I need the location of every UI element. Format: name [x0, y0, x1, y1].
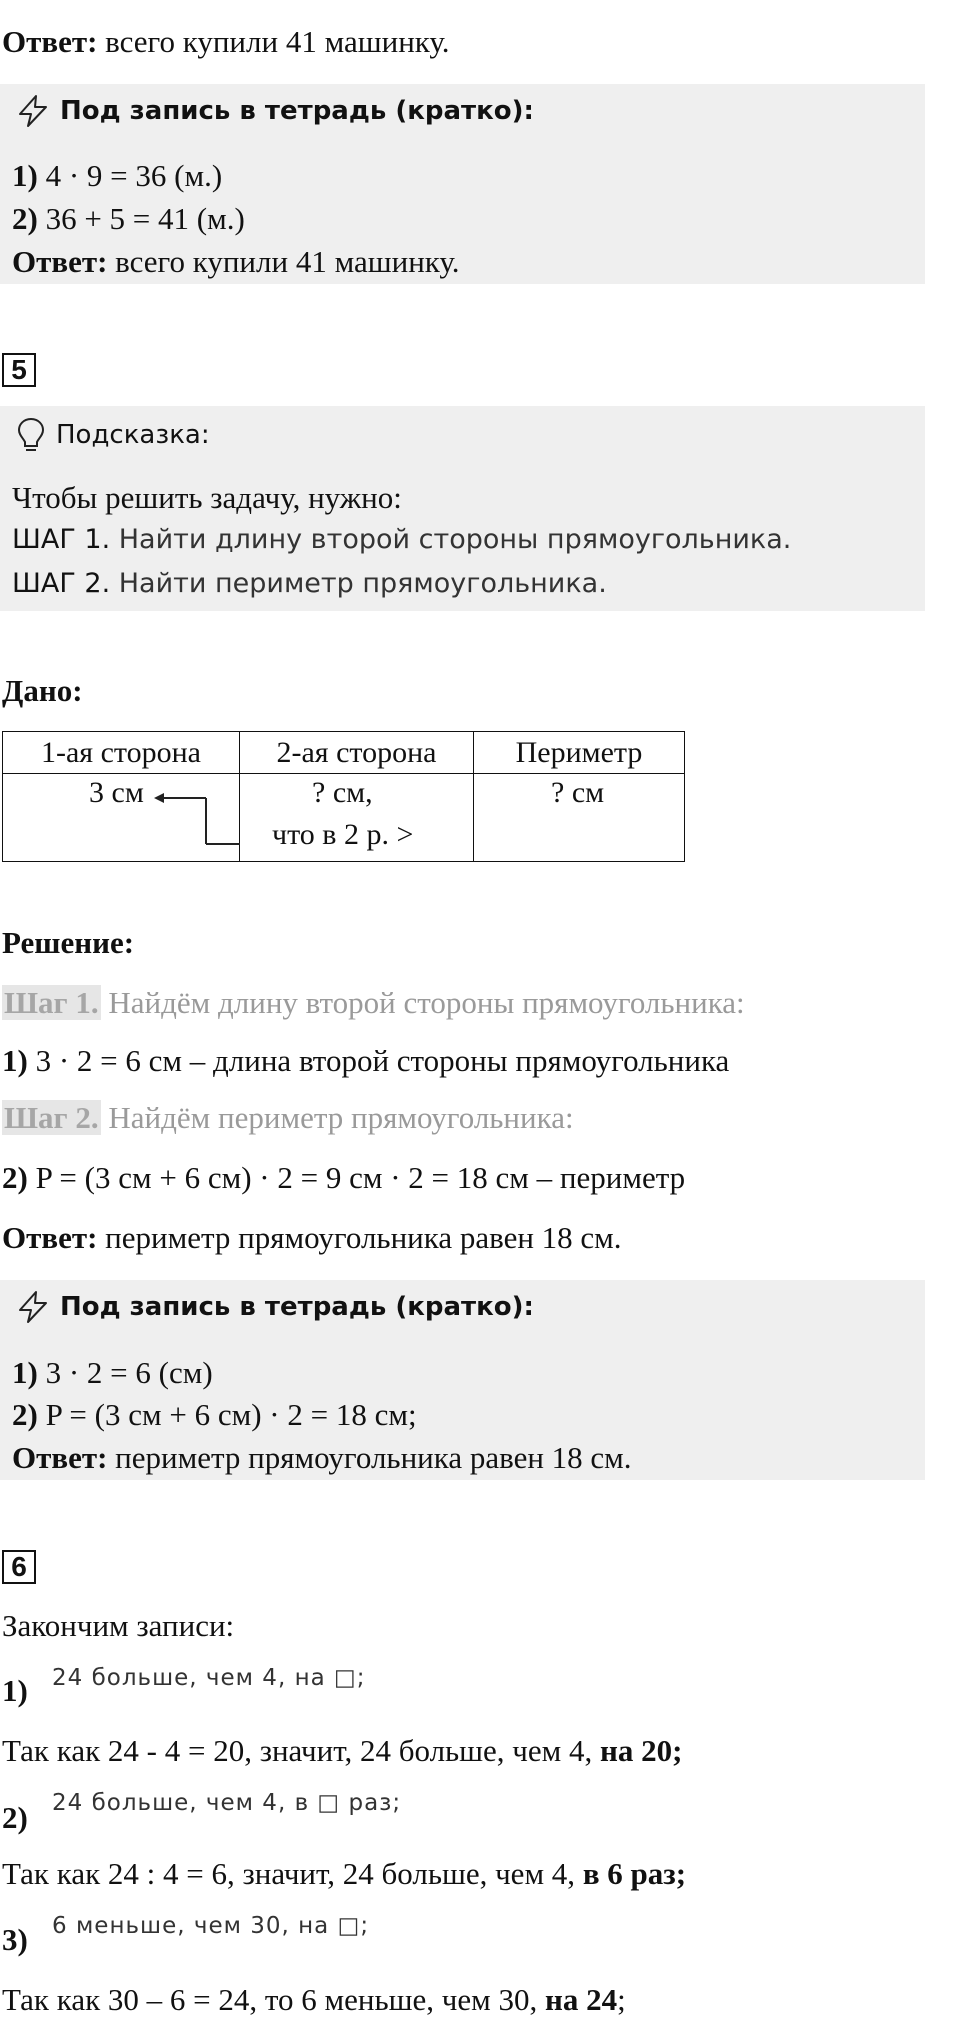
- box-title: Под запись в тетрадь (кратко):: [16, 1290, 534, 1324]
- step-1-calc: 1) 3 · 2 = 6 см – длина второй стороны прямоугольника: [2, 1043, 730, 1078]
- task6-intro: Закончим записи:: [2, 1608, 235, 1643]
- box-line-2: 2) P = (3 см + 6 см) · 2 = 18 см;: [12, 1397, 417, 1432]
- task5-answer: Ответ: периметр прямоугольника равен 18 см.: [2, 1220, 622, 1255]
- header-side-1: 1-ая сторона: [3, 732, 240, 774]
- item-2-solution: Так как 24 : 4 = 6, значит, 24 больше, чем 4, в 6 раз;: [2, 1856, 687, 1891]
- cell-perimeter: ? см: [474, 774, 685, 862]
- solution-label: Решение:: [2, 925, 135, 960]
- item-3-expression: 6 меньше, чем 30, на □;: [52, 1913, 370, 1939]
- given-table: [2, 731, 685, 862]
- box-answer: Ответ: периметр прямоугольника равен 18 см.: [12, 1440, 632, 1475]
- header-perimeter: Периметр: [474, 732, 685, 774]
- notebook-box: [0, 84, 925, 284]
- box-line-1: 1) 4 · 9 = 36 (м.): [12, 158, 223, 193]
- item-3-num: 3): [2, 1922, 28, 1957]
- notebook-box-2: [0, 1280, 925, 1480]
- box-line-2: 2) 36 + 5 = 41 (м.): [12, 201, 245, 236]
- relation-arrow: [150, 785, 270, 855]
- box-line-1: 1) 3 · 2 = 6 (см): [12, 1355, 213, 1390]
- box-title: Под запись в тетрадь (кратко):: [16, 94, 534, 128]
- hint-box: [0, 406, 925, 611]
- item-1-num: 1): [2, 1673, 28, 1708]
- header-side-2: 2-ая сторона: [240, 732, 474, 774]
- task-number-6: 6: [2, 1550, 36, 1584]
- task-number-5: 5: [2, 353, 36, 387]
- lightning-icon: [16, 94, 50, 128]
- item-1-expression: 24 больше, чем 4, на □;: [52, 1665, 366, 1691]
- lightbulb-icon: [16, 416, 46, 454]
- item-2-num: 2): [2, 1800, 28, 1835]
- item-2-expression: 24 больше, чем 4, в □ раз;: [52, 1790, 402, 1816]
- item-3-solution: Так как 30 – 6 = 24, то 6 меньше, чем 30, на 24;: [2, 1982, 626, 2017]
- step-2-heading: Шаг 2. Найдём периметр прямоугольника:: [4, 1100, 574, 1135]
- answer-text: всего купили 41 машинку.: [97, 24, 450, 59]
- lightning-icon: [16, 1290, 50, 1324]
- hint-step-1: ШАГ 1. Найти длину второй стороны прямоугольника.: [12, 524, 792, 555]
- hint-intro: Чтобы решить задачу, нужно:: [12, 480, 402, 515]
- step-1-heading: Шаг 1. Найдём длину второй стороны прямоугольника:: [4, 985, 745, 1020]
- hint-title: Подсказка:: [16, 416, 210, 454]
- top-answer: [2, 24, 450, 60]
- cell-side-1: 3 см: [3, 774, 240, 862]
- hint-step-2: ШАГ 2. Найти периметр прямоугольника.: [12, 568, 607, 599]
- answer-label: Ответ:: [2, 24, 98, 59]
- cell-side-2: ? см, что в 2 р. >: [240, 774, 474, 862]
- box-answer: Ответ: всего купили 41 машинку.: [12, 244, 460, 279]
- step-2-calc: 2) P = (3 см + 6 см) · 2 = 9 см · 2 = 18 см – периметр: [2, 1160, 686, 1195]
- item-1-solution: Так как 24 - 4 = 20, значит, 24 больше, чем 4, на 20;: [2, 1733, 683, 1768]
- given-label: Дано:: [2, 673, 83, 708]
